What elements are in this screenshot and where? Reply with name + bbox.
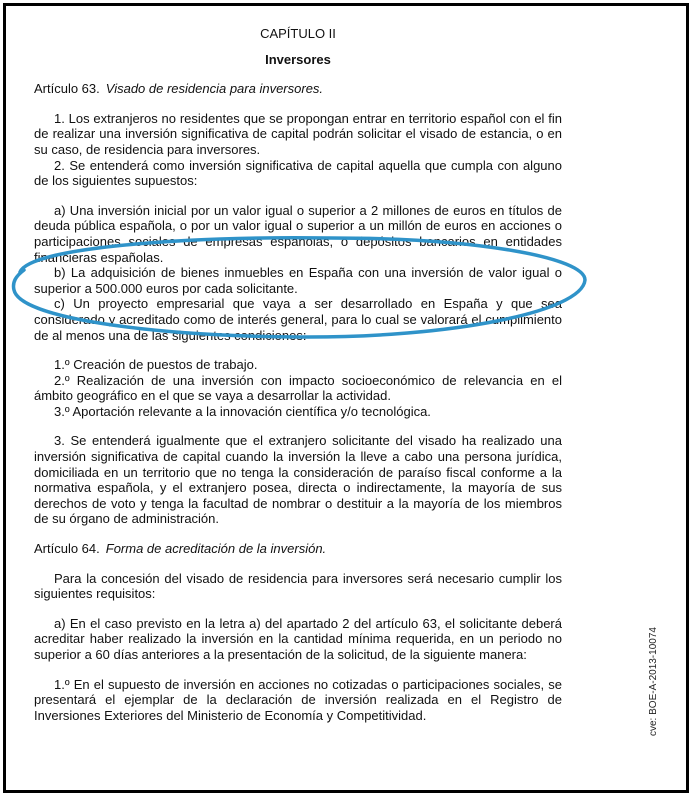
article-63-item-a: a) Una inversión inicial por un valor igual o superior a 2 millones de euros en títulos de deuda pública española, o por un valor igual o superior a un millón de euros en acciones o participaciones sociales de empresas españolas, o depósitos bancarios en entidades financieras españolas. xyxy=(34,202,562,265)
article-63-number: Artículo 63. xyxy=(34,81,100,97)
article-64-paragraph-1: 1.º En el supuesto de inversión en acciones no cotizadas o participaciones sociales, se presentará el ejemplar de la declaración de inversión realizada en el Registro de Inversiones Exteriores del Ministerio de Economía y Competitividad. xyxy=(34,676,562,723)
chapter-heading: CAPÍTULO II xyxy=(260,26,336,41)
article-63-paragraph-1: 1. Los extranjeros no residentes que se propongan entrar en territorio español con el fin de realizar una inversión significativa de capital podrán solicitar el visado de estancia, o en su caso, de residencia para inversores. xyxy=(34,110,562,157)
article-64-title: Forma de acreditación de la inversión. xyxy=(105,541,327,557)
article-63-heading xyxy=(34,81,562,97)
article-64-item-a: a) En el caso previsto en la letra a) del apartado 2 del artículo 63, el solicitante deberá acreditar haber realizado la inversión en la cantidad mínima requerida, en un periodo no superior a 60 días anteriores a la presentación de la solicitud, de la siguiente manera: xyxy=(34,615,562,662)
boe-verification-code: cve: BOE-A-2013-10074 xyxy=(648,627,659,736)
article-64-number: Artículo 64. xyxy=(34,541,100,557)
article-64-heading xyxy=(34,541,562,557)
document-page xyxy=(34,26,562,723)
article-64-intro: Para la concesión del visado de residencia para inversores será necesario cumplir los siguientes requisitos: xyxy=(34,570,562,602)
article-63-item-b: b) La adquisición de bienes inmuebles en España con una inversión de valor igual o superior a 500.000 euros por cada solicitante. xyxy=(34,265,562,296)
article-63-condition-3: 3.º Aportación relevante a la innovación científica y/o tecnológica. xyxy=(54,403,431,419)
article-63-item-c: c) Un proyecto empresarial que vaya a ser desarrollado en España y que sea considerado y acreditado como de interés general, para lo cual se valorará el cumplimiento de al menos una de las siguientes condiciones: xyxy=(34,296,562,343)
section-title: Inversores xyxy=(265,51,331,67)
article-63-title: Visado de residencia para inversores. xyxy=(105,81,324,97)
article-63-paragraph-3: 3. Se entenderá igualmente que el extranjero solicitante del visado ha realizado una inversión significativa de capital cuando la inversión la lleve a cabo una persona jurídica, domiciliada en un territorio que no tenga la consideración de paraíso fiscal conforme a la normativa española, y el extranjero posea, directa o indirectamente, la mayoría de sus derechos de voto y tenga la facultad de nombrar o destituir a la mayoría de los miembros de su órgano de administración. xyxy=(34,433,562,527)
article-63-condition-2: 2.º Realización de una inversión con impacto socioeconómico de relevancia en el ámbito geográfico en el que se vaya a desarrollar la actividad. xyxy=(34,372,562,404)
article-63-condition-1: 1.º Creación de puestos de trabajo. xyxy=(54,357,258,373)
article-63-paragraph-2: 2. Se entenderá como inversión significativa de capital aquella que cumpla con alguno de los siguientes supuestos: xyxy=(34,157,562,189)
